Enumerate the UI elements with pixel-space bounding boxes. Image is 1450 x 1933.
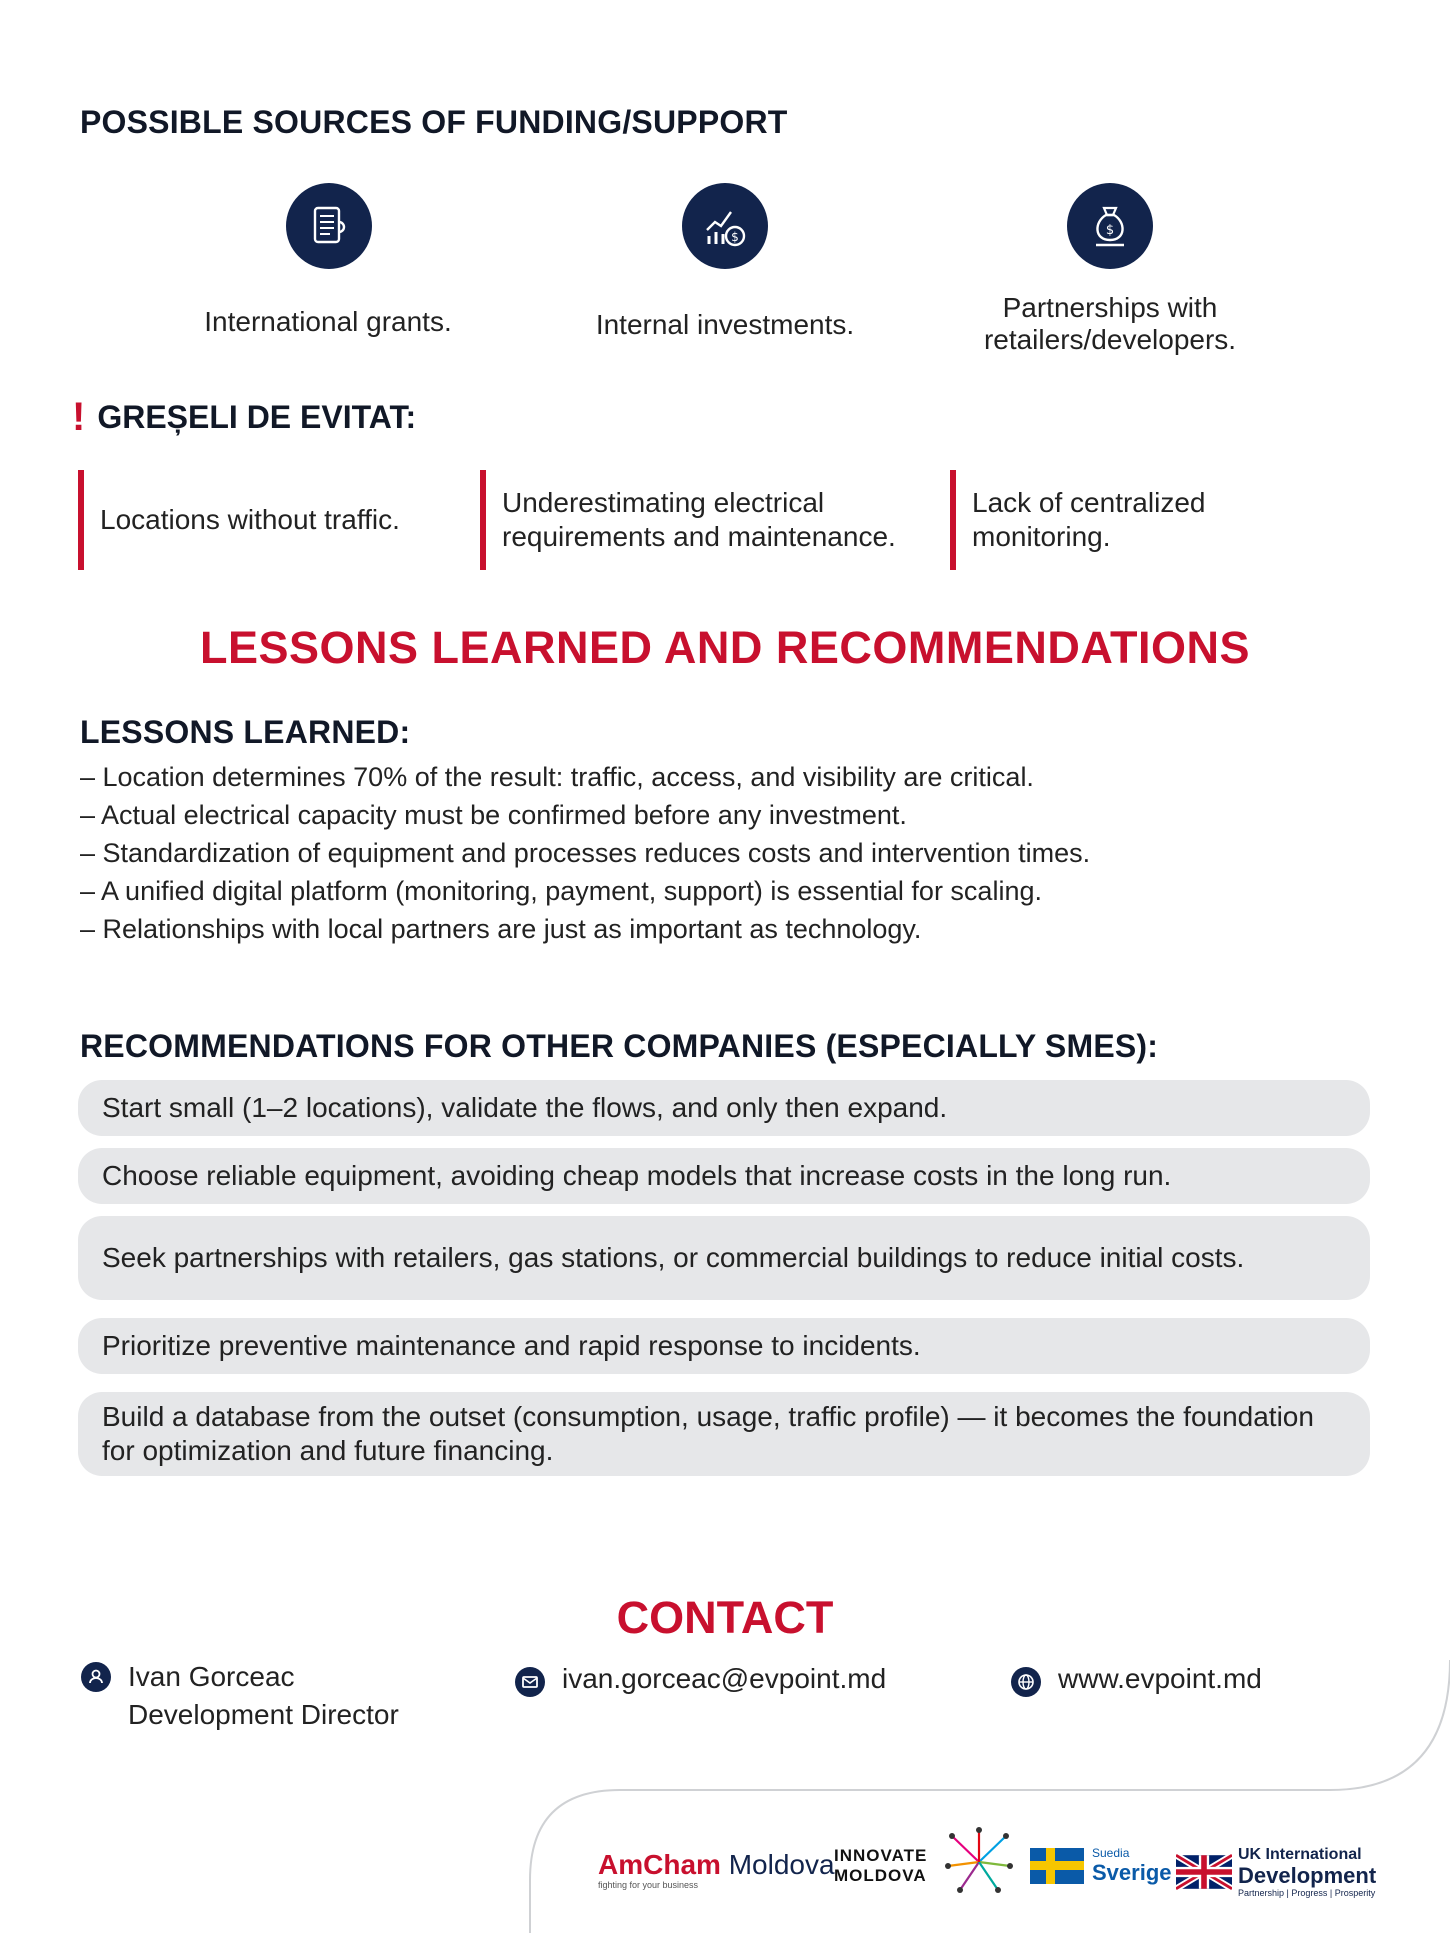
contact-website-link[interactable]: www.evpoint.md xyxy=(1058,1663,1262,1694)
document-icon xyxy=(286,183,372,269)
lessons-heading: LESSONS LEARNED AND RECOMMENDATIONS xyxy=(199,622,1251,673)
mistake-item xyxy=(78,470,468,570)
sweden-logo xyxy=(1030,1846,1172,1886)
amcham-logo-text xyxy=(598,1850,835,1880)
lessons-subtitle: LESSONS LEARNED: xyxy=(80,714,411,750)
contact-email-link[interactable]: ivan.gorceac@evpoint.md xyxy=(562,1663,887,1694)
uk-logo-line1: UK International xyxy=(1238,1846,1362,1863)
sweden-logo-text xyxy=(1092,1846,1172,1886)
recommendation-text: Seek partnerships with retailers, gas stations, or commercial buildings to reduce initial costs. xyxy=(102,1242,1245,1273)
recommendation-text: Start small (1–2 locations), validate the flows, and only then expand. xyxy=(102,1092,948,1123)
recommendation-item xyxy=(78,1392,1370,1476)
lessons-list xyxy=(80,758,1090,948)
funding-item-label: Partnerships with retailers/developers. xyxy=(983,292,1237,355)
funding-title: POSSIBLE SOURCES OF FUNDING/SUPPORT xyxy=(80,104,788,140)
amcham-logo xyxy=(598,1850,835,1890)
email-icon xyxy=(515,1667,545,1697)
recommendation-item xyxy=(78,1318,1370,1374)
list-item: – Actual electrical capacity must be confirmed before any investment. xyxy=(80,800,907,830)
mistakes-title-text: GREȘELI DE EVITAT: xyxy=(97,399,417,435)
amcham-logo-b: Moldova xyxy=(720,1849,835,1880)
mistake-item xyxy=(950,470,1330,570)
innovate-moldova-logo xyxy=(834,1846,927,1886)
contact-heading: CONTACT xyxy=(616,1592,834,1643)
uk-logo-line2: Development xyxy=(1238,1863,1377,1888)
amcham-logo-tagline: fighting for your business xyxy=(598,1880,699,1890)
innovate-network-icon xyxy=(940,1826,1018,1898)
svg-text:$: $ xyxy=(731,230,739,244)
contact-role: Development Director xyxy=(128,1699,399,1730)
amcham-logo-a: AmCham xyxy=(598,1849,721,1880)
money-bag-icon xyxy=(1067,183,1153,269)
sweden-flag-icon xyxy=(1030,1848,1084,1884)
recommendations-title: RECOMMENDATIONS FOR OTHER COMPANIES (ESPECIALLY SMES): xyxy=(80,1028,1159,1064)
list-item: – A unified digital platform (monitoring, payment, support) is essential for scaling. xyxy=(80,876,1042,906)
recommendation-item xyxy=(78,1080,1370,1136)
sweden-logo-big: Sverige xyxy=(1092,1860,1172,1885)
innovate-logo-line2: MOLDOVA xyxy=(834,1866,927,1885)
funding-item-label: International grants. xyxy=(204,306,452,337)
list-item: – Standardization of equipment and processes reduces costs and intervention times. xyxy=(80,838,1091,868)
recommendation-text: Prioritize preventive maintenance and rapid response to incidents. xyxy=(102,1330,921,1361)
uk-development-logo xyxy=(1176,1846,1376,1898)
mistakes-title xyxy=(72,395,416,440)
mistake-item xyxy=(480,470,910,570)
recommendation-item xyxy=(78,1148,1370,1204)
list-item: – Relationships with local partners are just as important as technology. xyxy=(80,914,922,944)
investment-chart-icon xyxy=(682,183,768,269)
recommendation-item xyxy=(78,1216,1370,1300)
sweden-logo-small: Suedia xyxy=(1092,1846,1130,1860)
uk-logo-text xyxy=(1238,1846,1376,1898)
contact-name: Ivan Gorceac xyxy=(128,1661,295,1692)
svg-text:$: $ xyxy=(1105,223,1115,238)
mistake-item-text: Locations without traffic. xyxy=(100,504,400,535)
recommendation-text: Build a database from the outset (consumption, usage, traffic profile) — it becomes the foundation for optimization and future financing. xyxy=(102,1401,1314,1466)
globe-icon xyxy=(1011,1667,1041,1697)
innovate-logo-line1: INNOVATE xyxy=(834,1846,928,1865)
uk-logo-tagline: Partnership | Progress | Prosperity xyxy=(1238,1888,1376,1898)
exclamation-icon: ! xyxy=(72,395,86,439)
funding-item-label: Internal investments. xyxy=(595,309,855,340)
person-icon xyxy=(81,1662,111,1692)
mistake-item-text: Underestimating electrical requirements and maintenance. xyxy=(502,487,896,552)
recommendation-text: Choose reliable equipment, avoiding cheap models that increase costs in the long run. xyxy=(102,1160,1172,1191)
list-item: – Location determines 70% of the result: traffic, access, and visibility are critical. xyxy=(80,762,1034,792)
mistake-item-text: Lack of centralized monitoring. xyxy=(972,487,1206,552)
uk-flag-icon xyxy=(1176,1854,1232,1890)
